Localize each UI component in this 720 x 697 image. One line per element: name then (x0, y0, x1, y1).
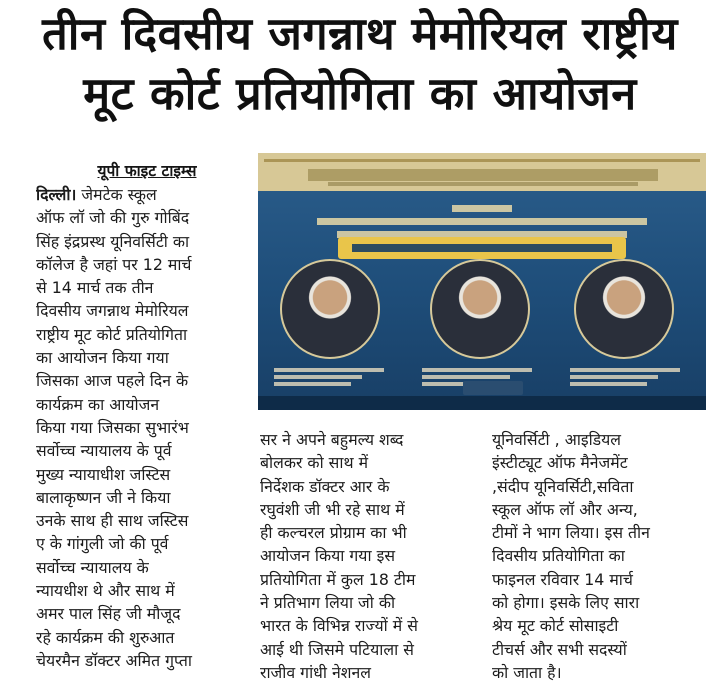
column-3-line: ,संदीप यूनिवर्सिटी,सविता (492, 476, 634, 496)
column-2-line: सर ने अपने बहुमल्य शब्द (260, 430, 404, 449)
column-1-line: रहे कार्यक्रम की शुरुआत (36, 627, 175, 647)
column-3-line: को जाता है। (492, 662, 562, 682)
column-2-line: ने प्रतिभाग लिया जो की (260, 593, 396, 613)
byline: यूपी फाइट टाइम्स (97, 162, 197, 180)
column-2-line: राजीव गांधी नेशनल (260, 662, 371, 682)
photo-competition-title (298, 199, 666, 239)
column-1-line-1 (36, 183, 236, 206)
column-3-line: टीमों ने भाग लिया। इस तीन (492, 523, 650, 543)
column-1-line: उनके साथ ही साथ जस्टिस (36, 511, 189, 531)
column-2-line: आयोजन किया गया इस (260, 546, 396, 566)
column-1 (36, 183, 236, 672)
portrait-3 (574, 259, 674, 359)
column-3-line: टीचर्स और सभी सदस्यों (492, 639, 627, 659)
photo-footer-strip (258, 396, 706, 410)
column-1-line: जिसका आज पहले दिन के (36, 371, 189, 391)
column-3-line: फाइनल रविवार 14 मार्च (492, 569, 633, 589)
column-1-line: ऑफ लॉ जो की गुरु गोबिंद (36, 208, 190, 228)
column-2-line: आई थी जिसमे पटियाला से (260, 639, 414, 659)
column-1-line: मुख्य न्यायाधीश जस्टिस (36, 464, 171, 484)
column-1-line: कार्यक्रम का आयोजन (36, 394, 160, 414)
photo-banner-rule (264, 159, 700, 162)
event-photo (258, 153, 706, 410)
photo-org-name (308, 169, 658, 181)
column-1-line: सिंह इंद्रप्रस्थ यूनिवर्सिटी का (36, 231, 190, 251)
column-1-line: चेयरमैन डॉक्टर अमित गुप्ता (36, 650, 192, 670)
column-1-line: न्यायधीश थे और साथ में (36, 581, 175, 601)
column-1-line: का आयोजन किया गया (36, 348, 169, 368)
column-2-line: प्रतियोगिता में कुल 18 टीम (260, 569, 416, 589)
photo-ceremony-band (338, 237, 626, 259)
column-3-line: इंस्टीट्यूट ऑफ मैनेजमेंट (492, 453, 628, 473)
column-1-line: ए के गांगुली जो की पूर्व (36, 534, 169, 554)
column-2-line: रघुवंशी जी भी रहे साथ में (260, 499, 405, 519)
column-3-line: दिवसीय प्रतियोगिता का (492, 546, 625, 566)
column-2-line: भारत के विभिन्न राज्यों में से (260, 616, 418, 636)
column-1-line: बालाकृष्णन जी ने किया (36, 487, 171, 507)
column-3-line: यूनिवर्सिटी , आइडियल (492, 430, 622, 449)
column-1-line: सर्वोच्च न्यायालय के (36, 557, 149, 577)
column-2 (260, 428, 480, 684)
column-2-line: निर्देशक डॉक्टर आर के (260, 476, 390, 496)
column-2-line: बोलकर को साथ में (260, 453, 369, 473)
column-3-line: श्रेय मूट कोर्ट सोसाइटी (492, 616, 619, 636)
column-1-line: अमर पाल सिंह जी मौजूद (36, 604, 181, 624)
portrait-1-caption (274, 365, 384, 383)
column-1-line: राष्ट्रीय मूट कोर्ट प्रतियोगिता (36, 324, 188, 344)
dateline: दिल्ली। (36, 185, 77, 204)
headline-line-1: तीन दिवसीय जगन्नाथ मेमोरियल राष्ट्रीय (42, 7, 678, 60)
column-3-line: को होगा। इसके लिए सारा (492, 593, 640, 613)
column-1-line: कॉलेज है जहां पर 12 मार्च (36, 254, 192, 274)
column-1-text: जेमटेक स्कूल (76, 185, 157, 204)
portrait-3-caption (570, 365, 680, 383)
photo-sponsor-logo (463, 381, 523, 395)
column-1-line: किया गया जिसका सुभारंभ (36, 417, 189, 437)
column-1-line: सर्वोच्च न्यायालय के पूर्व (36, 441, 172, 461)
headline (0, 4, 720, 124)
column-1-line: दिवसीय जगन्नाथ मेमोरियल (36, 301, 189, 321)
column-3-line: स्कूल ऑफ लॉ और अन्य, (492, 499, 638, 519)
headline-line-2: मूट कोर्ट प्रतियोगिता का आयोजन (83, 67, 637, 120)
portrait-1 (280, 259, 380, 359)
column-1-line: से 14 मार्च तक तीन (36, 278, 154, 298)
column-3 (492, 428, 714, 684)
photo-org-subtitle (328, 182, 638, 186)
column-2-line: ही कल्चरल प्रोग्राम का भी (260, 523, 407, 543)
portrait-2 (430, 259, 530, 359)
